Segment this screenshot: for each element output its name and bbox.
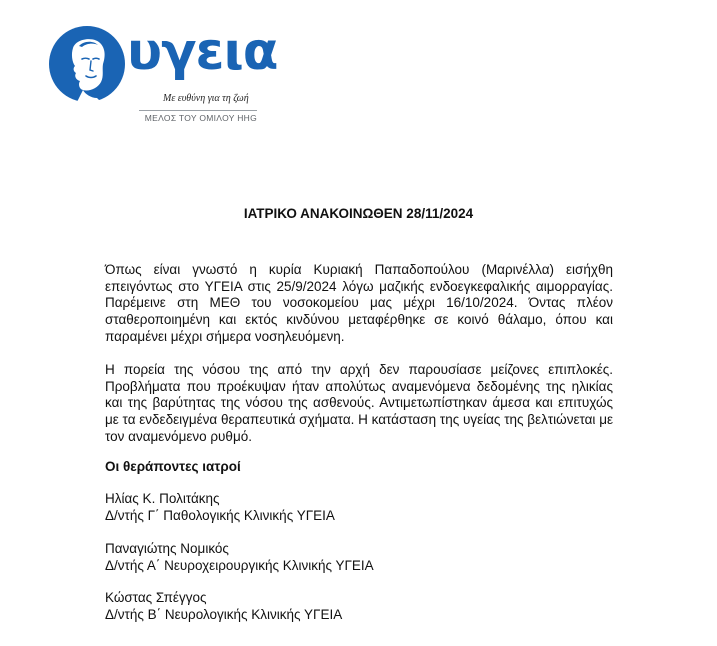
logo-tagline: Με ευθύνη για τη ζωή — [163, 93, 249, 104]
doctor-role: Δ/ντής Γ΄ Παθολογικής Κλινικής ΥΓΕΙΑ — [105, 508, 335, 523]
doctor-signature-2 — [105, 540, 374, 574]
doctors-heading: Οι θεράποντες ιατροί — [105, 459, 241, 474]
doctor-name: Κώστας Σπέγγος — [105, 590, 207, 605]
logo-member-line: ΜΕΛΟΣ ΤΟΥ ΟΜΙΛΟΥ HHG — [139, 110, 257, 123]
ygeia-head-logo-icon — [49, 26, 125, 102]
doctor-signature-1 — [105, 490, 335, 524]
doctor-role: Δ/ντής Α΄ Νευροχειρουργικής Κλινικής ΥΓΕΙΑ — [105, 558, 374, 573]
document-title: ΙΑΤΡΙΚΟ ΑΝΑΚΟΙΝΩΘΕΝ 28/11/2024 — [243, 206, 474, 221]
logo-wordmark: υγεια — [127, 22, 278, 82]
hospital-logo — [49, 22, 278, 126]
doctor-name: Ηλίας Κ. Πολιτάκης — [105, 491, 220, 506]
paragraph-1: Όπως είναι γνωστό η κυρία Κυριακή Παπαδοπούλου (Μαρινέλλα) εισήχθη επειγόντως στο ΥΓΕΙΑ στις 25/9/2024 λόγω μαζικής ενδοεγκεφαλικής αιμορραγίας. Παρέμεινε στη ΜΕΘ του νοσοκομείου μας μέχρι 16/10/2024. Όντας πλέον σταθεροποιημένη και εκτός κινδύνου μεταφέρθηκε σε κοινό θάλαμο, όπου και παραμένει μέχρι σήμερα νοσηλευόμενη. — [105, 262, 613, 344]
doctor-signature-3 — [105, 589, 342, 623]
doctor-role: Δ/ντής Β΄ Νευρολογικής Κλινικής ΥΓΕΙΑ — [105, 607, 343, 622]
paragraph-2: Η πορεία της νόσου της από την αρχή δεν παρουσίασε μείζονες επιπλοκές. Προβλήματα που προέκυψαν ήταν απολύτως αναμενόμενα δεδομένης της ηλικίας και της βαρύτητας της νόσου της ασθενούς. Αντιμετωπίστηκαν άμεσα και επιτυχώς με τα ενδεδειγμένα θεραπευτικά σχήματα. Η κατάσταση της υγείας της βελτιώνεται με τον αναμενόμενο ρυθμό. — [105, 362, 613, 444]
doctor-name: Παναγιώτης Νομικός — [105, 541, 229, 556]
